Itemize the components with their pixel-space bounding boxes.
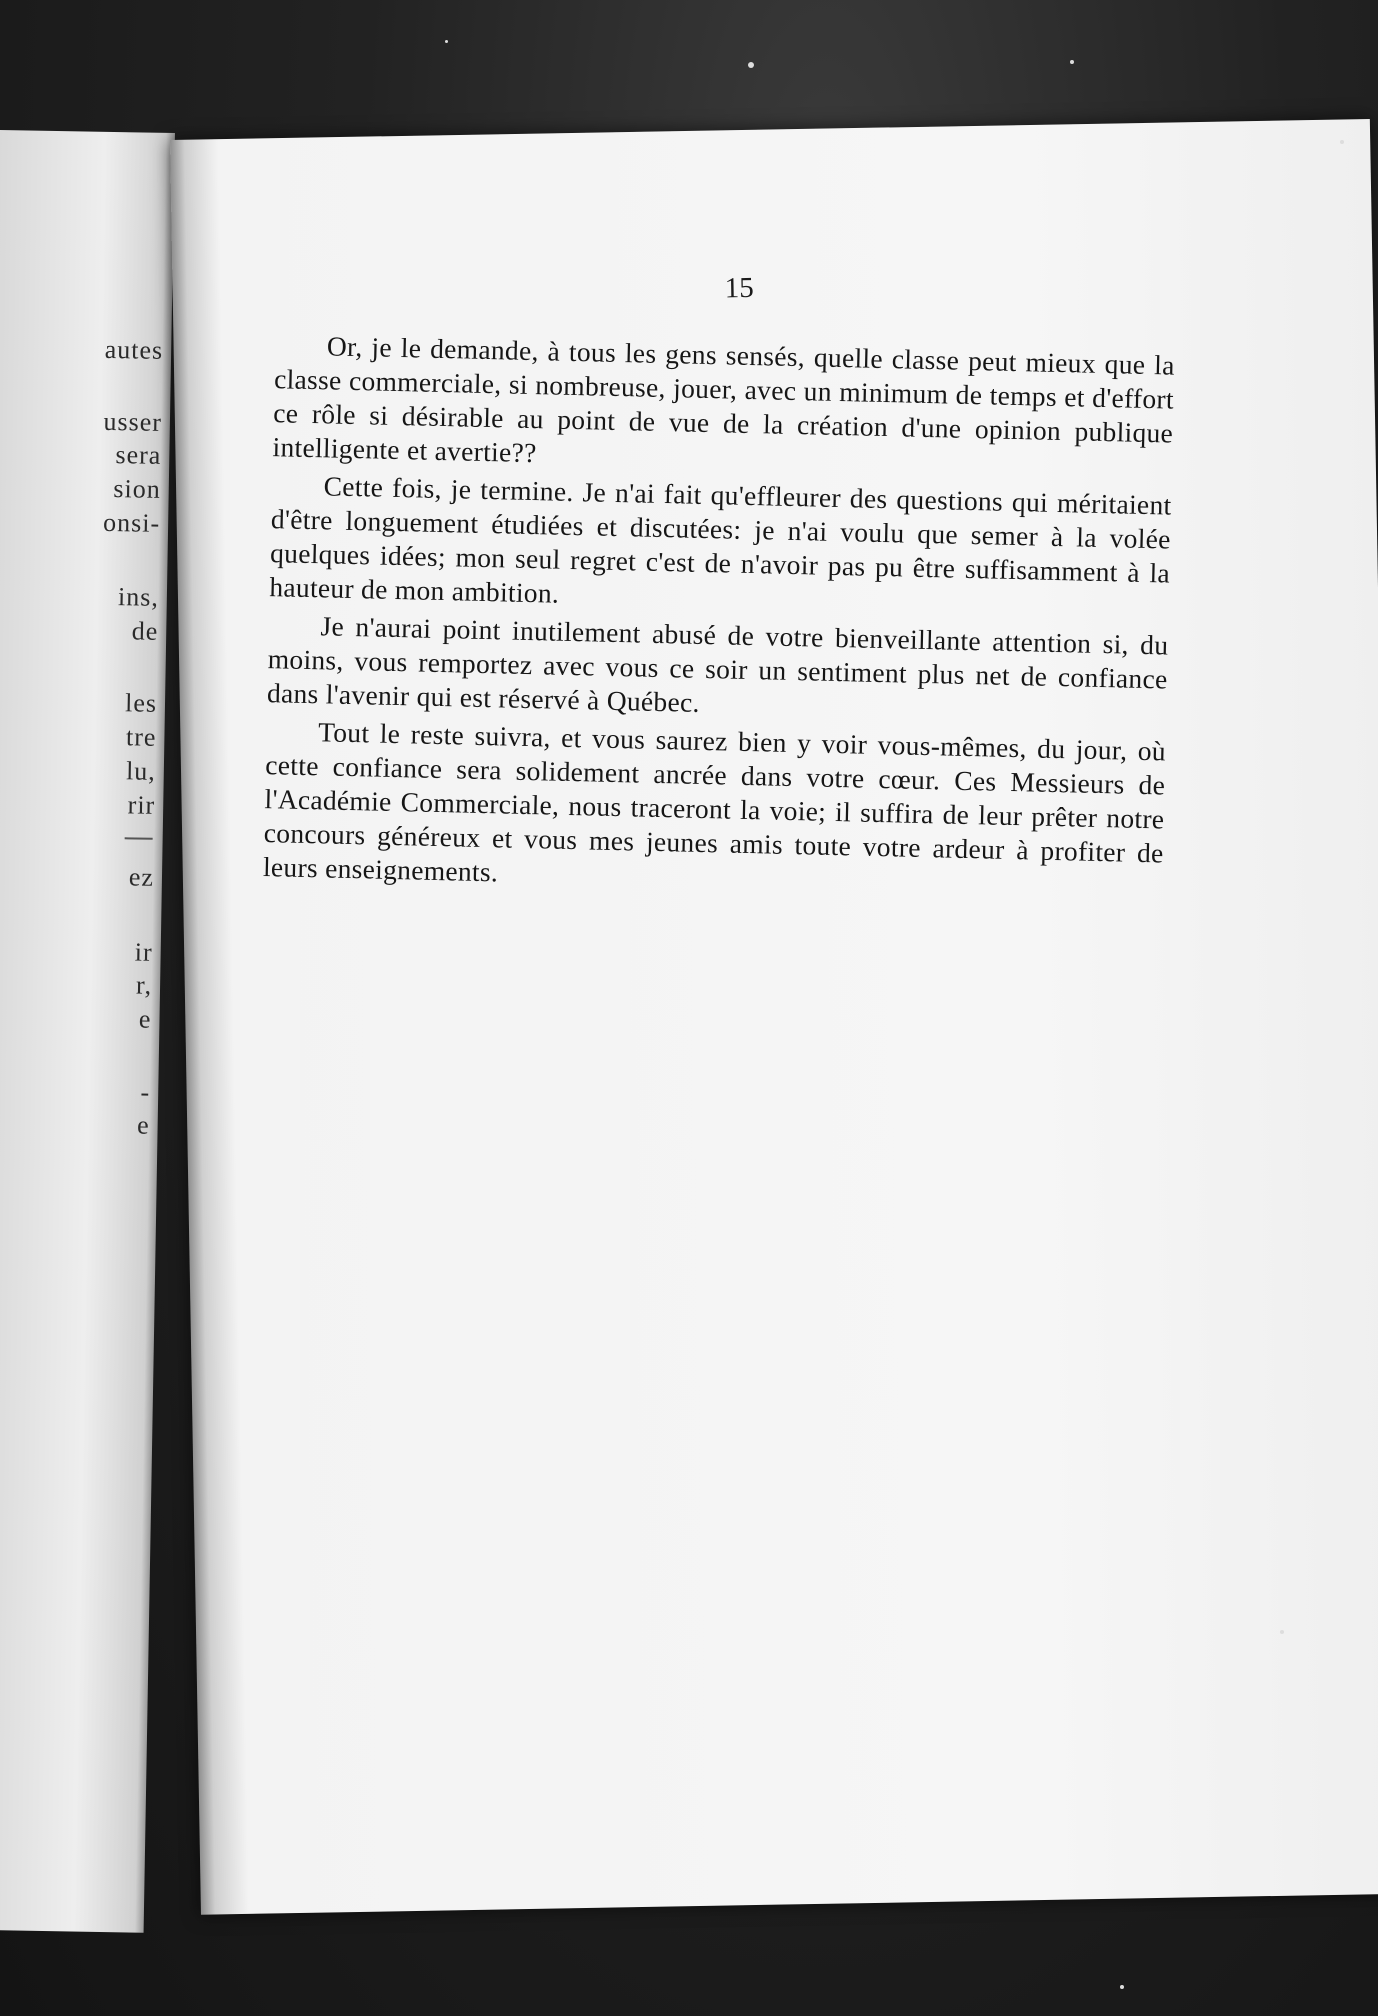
left-page-fragment: de bbox=[131, 616, 159, 646]
left-page-fragment: les bbox=[124, 688, 158, 718]
left-page-fragment: ez bbox=[128, 862, 155, 892]
dust-speck bbox=[748, 62, 754, 68]
left-page-fragment: e bbox=[136, 1110, 150, 1140]
dust-speck bbox=[445, 40, 448, 43]
paragraph: Tout le reste suivra, et vous saurez bien y voir vous-mêmes, du jour, où cette confiance sera solidement ancrée dans votre cœur. Ces Messieurs de l'Académie Commerciale, nous traceront la voie; il suffira de leur prêter notre concours généreux et vous mes jeunes amis toute votre ardeur à profiter de leurs enseignements. bbox=[262, 716, 1167, 888]
dust-speck bbox=[1070, 60, 1074, 64]
paragraph: Je n'aurai point inutilement abusé de votre bienveillante attention si, du moins, vous remportez avec vous ce soir un sentiment plus net de confiance dans l'avenir qui est réservé à Québec. bbox=[266, 610, 1169, 718]
page-number: 15 bbox=[724, 271, 754, 305]
left-page-fragment: - bbox=[140, 1077, 151, 1107]
dust-speck bbox=[1340, 140, 1344, 144]
dust-speck bbox=[1280, 1630, 1284, 1634]
left-page-fragment: e bbox=[138, 1004, 152, 1034]
body-text bbox=[263, 328, 1175, 908]
left-page-fragment: autes bbox=[104, 334, 164, 365]
left-page-fragment: rir bbox=[127, 790, 156, 820]
left-page-fragment: onsi- bbox=[102, 507, 161, 538]
left-page-fragment: sera bbox=[115, 440, 162, 470]
left-page-fragment: sion bbox=[113, 474, 162, 504]
left-page-fragment: ir bbox=[134, 937, 153, 967]
left-page-fragment: usser bbox=[103, 406, 163, 437]
dust-speck bbox=[1120, 1985, 1124, 1989]
left-page-rule bbox=[125, 837, 153, 839]
document-page bbox=[170, 119, 1378, 1915]
paragraph: Or, je le demande, à tous les gens sensés, quelle classe peut mieux que la classe commerciale, si nombreuse, jouer, avec un minimum de temps et d'effort ce rôle si désirable au point de vue de la création d'une opinion publique intelligente et avertie?? bbox=[272, 330, 1176, 469]
paragraph: Cette fois, je termine. Je n'ai fait qu'effleurer des questions qui méritaient d'être longuement étudiées et discutées: je n'ai voulu que semer à la volée quelques idées; mon seul regret c'est de n'avoir pas pu être suffisamment à la hauteur de mon ambition. bbox=[269, 470, 1172, 609]
left-page-fragment: r, bbox=[135, 970, 153, 1000]
left-page-fragment: tre bbox=[125, 722, 157, 752]
left-page-fragment: lu, bbox=[125, 756, 157, 786]
left-page-fragment: ins, bbox=[117, 582, 160, 612]
